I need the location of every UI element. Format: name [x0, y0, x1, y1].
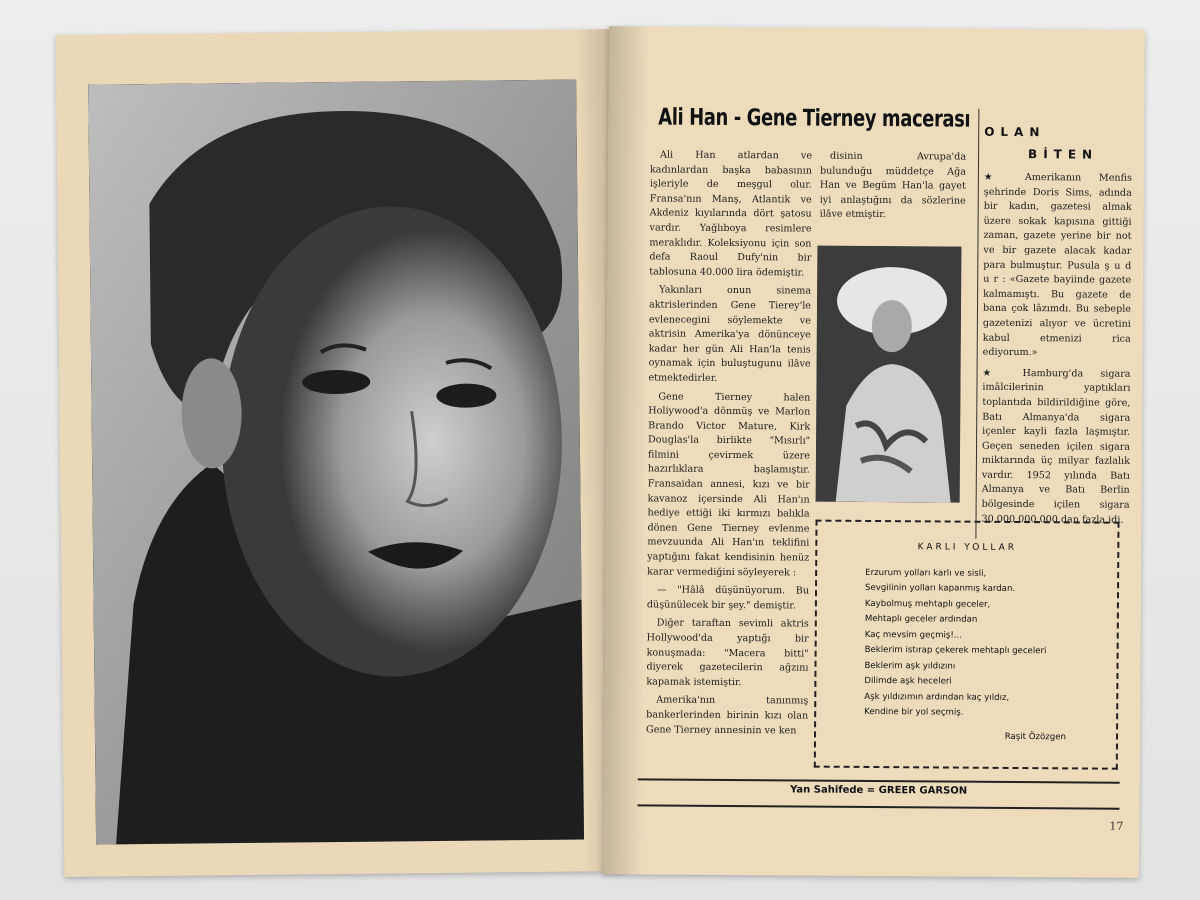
poem-box: [814, 520, 1120, 770]
footer-rule-bottom: [638, 804, 1120, 809]
poem-line: Mehtaplı geceler ardından: [864, 613, 978, 625]
page-number: 17: [1109, 819, 1124, 833]
news-item: ★ Amerikanın Menfis şehrinde Doris Sims, adında bir kadın, gazetesi almak üzere sokak kapısına gittiği zaman, gazete yerine bir not ve bir gazete alacak kadar para bulmuştur. Pusula ş u d u r : «Gazete bayiinde gazete kalmamıştı. Bu gazete de bana çok lâzımdı. Bu sebeple gazetenizi alıyor ve ücretini kabul etmenizi rica ediyorum.»: [982, 171, 1132, 359]
portrait-image: [88, 80, 584, 845]
news-item: ★ Hamburg'da sigara imâlcilerinin yaptıkları toplantıda bildirildiğine göre, Batı Almanya'da sigara içenler kayli fazla laşmıştır. Geçen seneden içilen sigara miktarında üç milyar fazlalık vardır. 1952 yılında Batı Almanya ve Batı Berlin bölgesinde içilen sigara 30.000 000.000 dan fazla idi.: [981, 367, 1131, 526]
column-divider: [975, 109, 979, 539]
poem-line: Kaybolmuş mehtaplı geceler,: [864, 598, 991, 610]
biten-heading: BİTEN: [1028, 147, 1099, 162]
paragraph: disinin Avrupa'da bulunduğu müddetçe Ağa Han ve Begüm Han'la gayet iyi anlaştığını da sözlerine ilâve etmiştir.: [819, 150, 967, 221]
poem-line: Erzurum yolları karlı ve sisli,: [865, 567, 987, 579]
paragraph: Ali Han atlardan ve kadınlardan başka babasının işleriyle de meşgul olur. Fransa'nın Manş, Atlantik ve Akdeniz kıyılarında dört şatosu vardır. Yağlıboya resimlere meraklıdır. Koleksiyonu için son defa Raoul Dufy'nin bir tablosuna 40.000 lira ödemiştir.: [649, 149, 813, 279]
right-page: [603, 26, 1145, 878]
hat-woman-image: [816, 246, 962, 503]
paragraph: — "Hâlâ düşünüyorum. Bu düşünülecek bir şey." demiştir.: [646, 584, 810, 612]
left-page: [56, 29, 625, 877]
olan-biten-column: [981, 171, 1132, 534]
paragraph: Amerika'nın tanınmış bankerlerinden birinin kızı olan Gene Tierney annesinin ve ken: [646, 694, 809, 737]
poem-line: Sevgilinin yolları kapanmış kardan.: [865, 582, 1016, 594]
paragraph: Gene Tierney halen Holiywood'a dönmüş ve Marlon Brando Victor Mature, Kirk Douglas'la birlikte "Mısırlı" filmini çevirmek üzere hazırlıklara başlamıştır. Fransaidan annesi, kızı ve bir kavanoz içersinde Ali Han'ın hediye ettiği iki kırmızı balıkla dönen Gene Tierney evlenme mevzuunda Ali Han'ın teklifini yaptığını fakat kendisinin henüz karar vermediğini söyleyerek :: [647, 390, 811, 579]
poem-line: Beklerim istırap çekerek mehtaplı geceleri: [864, 644, 1047, 657]
poem-line: Kendine bir yol seçmiş.: [864, 706, 964, 718]
poem-line: Aşk yıldızımın ardından kaç yıldız,: [864, 691, 1010, 703]
paragraph: Diğer taraftan sevimli aktris Hollywood'da yaptığı bir konuşmada: "Macera bitti" diyerek gazetecilerin ağzını kapamak istemiştir.: [646, 617, 809, 688]
paragraph: Yakınları onun sinema aktrislerinden Gene Tierey'le evlenecegini söylemekte ve aktrisin Amerika'ya dönünceye kadar her gün Ali Han'la tenis oynamak için buluştugunu ilâve etmektedirler.: [648, 284, 812, 384]
poem-title: KARLI YOLLAR: [917, 542, 1018, 554]
article-headline: Ali Han - Gene Tierney macerası: [658, 104, 971, 133]
gene-tierney-photo: [816, 246, 962, 503]
poem-line: Beklerim aşk yıldızını: [864, 660, 956, 672]
poem-line: Dilimde aşk heceleri: [864, 675, 952, 687]
poem-line: Kaç mevsim geçmiş!...: [864, 629, 963, 641]
olan-heading: OLAN: [984, 124, 1046, 140]
footer-caption: Yan Sahifede = GREER GARSON: [790, 784, 968, 797]
poem-author: Raşit Özözgen: [1004, 731, 1067, 742]
article-column-2: [820, 150, 967, 228]
article-column-1: [646, 148, 812, 742]
portrait-photo: [88, 80, 584, 845]
